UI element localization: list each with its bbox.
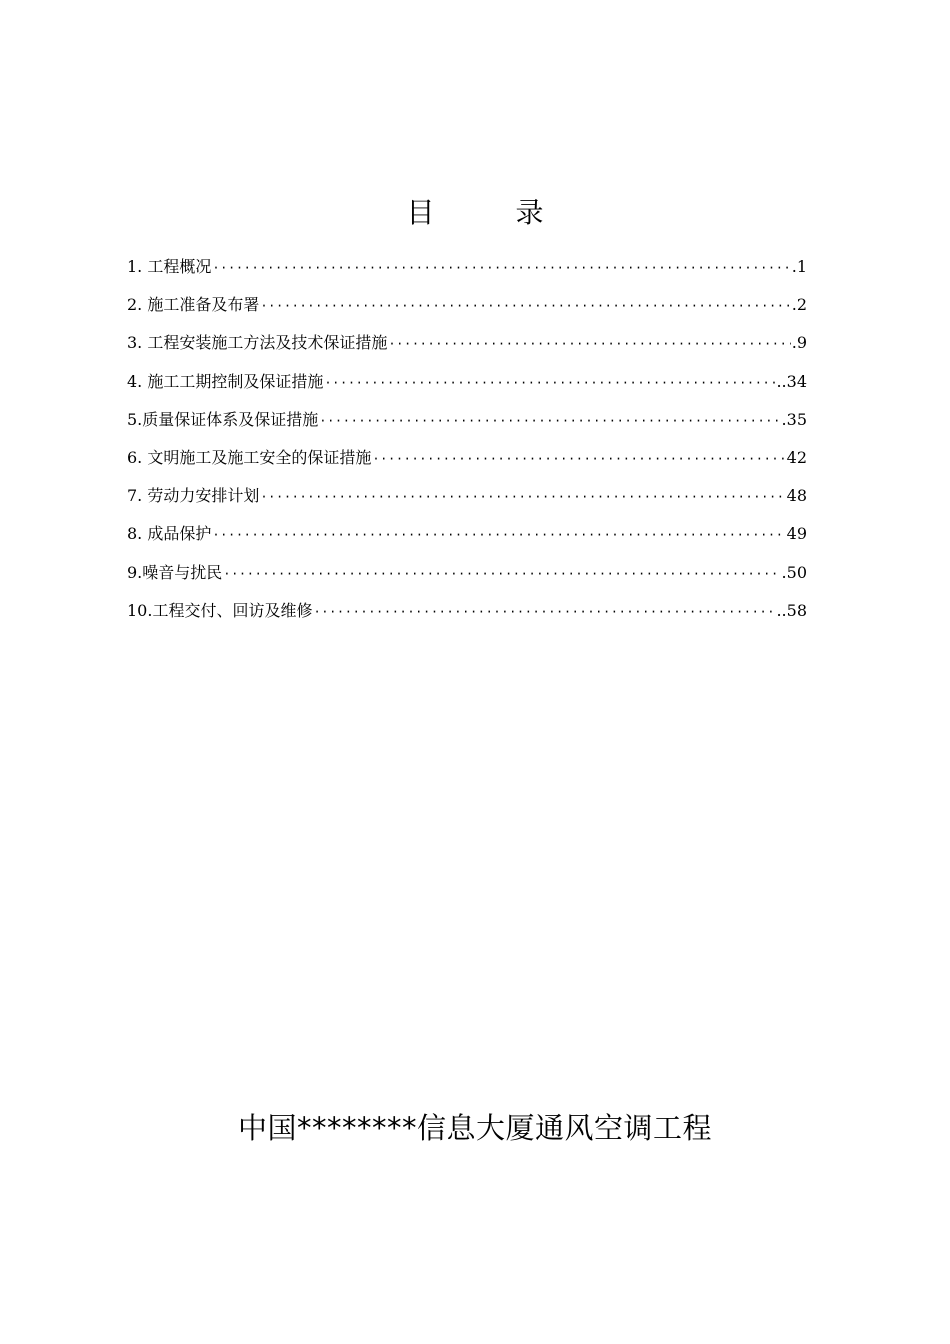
toc-dot-leader — [260, 477, 785, 515]
toc-title: 目 录 — [406, 196, 580, 229]
toc-entry[interactable] — [127, 554, 807, 592]
toc-entry-label: 4. 施工工期控制及保证措施 — [127, 371, 324, 391]
toc-entry-label: 9.噪音与扰民 — [127, 562, 223, 582]
toc-dot-leader — [223, 554, 780, 592]
toc-dot-leader — [324, 363, 775, 401]
toc-entry-label: 2. 施工准备及布署 — [127, 295, 260, 315]
toc-entry-label: 6. 文明施工及施工安全的保证措施 — [127, 447, 372, 467]
toc-entry-label: 5.质量保证体系及保证措施 — [127, 409, 319, 429]
toc-dot-leader — [313, 592, 775, 630]
toc-entry-page: 48 — [786, 486, 807, 506]
toc-entry[interactable] — [127, 401, 807, 439]
toc-dot-leader — [212, 515, 785, 553]
toc-entry-page: 49 — [786, 524, 807, 544]
toc-entry[interactable] — [127, 286, 807, 324]
toc-entry-label: 7. 劳动力安排计划 — [127, 486, 260, 506]
toc-entry[interactable] — [127, 477, 807, 515]
toc-entry-page: .1 — [791, 257, 807, 276]
project-title: 中国********信息大厦通风空调工程 — [237, 1111, 712, 1145]
toc-dot-leader — [260, 286, 790, 324]
toc-entry-page: .35 — [781, 409, 807, 429]
toc-entry-label: 3. 工程安装施工方法及技术保证措施 — [127, 333, 388, 353]
toc-entry-label: 10.工程交付、回访及维修 — [127, 600, 313, 620]
toc-entry[interactable] — [127, 324, 807, 362]
toc-entry-page: ..34 — [776, 371, 807, 391]
toc-entry-page: .2 — [791, 295, 807, 315]
toc-entry-page: ..58 — [776, 600, 807, 620]
toc-dot-leader — [212, 248, 790, 286]
toc-entry[interactable] — [127, 363, 807, 401]
toc-entry-label: 8. 成品保护 — [127, 524, 212, 544]
toc-entry-page: .50 — [781, 562, 807, 582]
toc-entry[interactable] — [127, 515, 807, 553]
toc-dot-leader — [372, 439, 785, 477]
toc-entry[interactable] — [127, 439, 807, 477]
toc-entry-page: .9 — [791, 333, 807, 353]
toc-entry-label: 1. 工程概况 — [127, 257, 212, 276]
toc-dot-leader — [319, 401, 780, 439]
toc-entry-page: 42 — [786, 447, 807, 467]
toc-entry[interactable] — [127, 592, 807, 630]
toc-list — [127, 248, 807, 630]
toc-entry[interactable] — [127, 248, 807, 286]
toc-dot-leader — [388, 324, 790, 362]
